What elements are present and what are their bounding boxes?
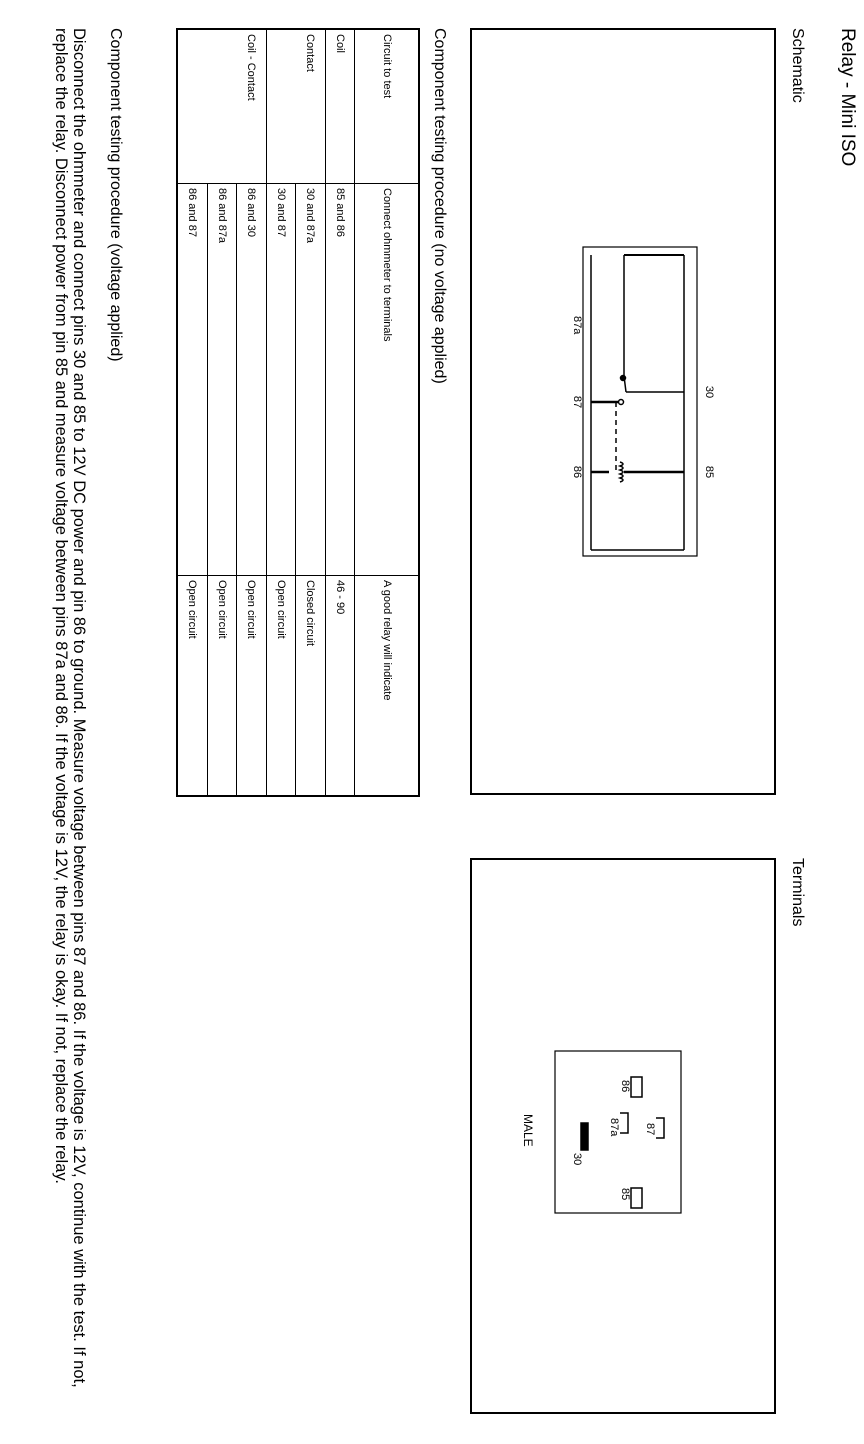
table-row xyxy=(296,29,326,796)
row-terminals: 30 and 87 xyxy=(266,184,296,576)
row-terminals: 86 and 87a xyxy=(207,184,237,576)
schematic-frame xyxy=(470,28,776,795)
row-result: Closed circuit xyxy=(296,576,326,797)
terminal-label-87a: 87a xyxy=(608,1118,620,1137)
terminal-87a xyxy=(620,1113,628,1133)
terminals-frame xyxy=(470,858,776,1414)
row-terminals: 86 and 87 xyxy=(177,184,207,576)
schematic-pin-87a: 87a xyxy=(571,316,583,335)
row-result: 46 - 90 xyxy=(325,576,355,797)
terminal-label-85: 85 xyxy=(619,1188,631,1201)
switch-pivot xyxy=(621,376,626,381)
row-circuit xyxy=(177,29,207,184)
terminal-layout-diagram xyxy=(472,860,774,1412)
schematic-label: Schematic xyxy=(789,28,806,103)
header-result: A good relay will indicate xyxy=(355,576,419,797)
table-row xyxy=(237,29,267,796)
table-row xyxy=(266,29,296,796)
row-terminals: 86 and 30 xyxy=(237,184,267,576)
row-result: Open circuit xyxy=(266,576,296,797)
terminal-85 xyxy=(631,1188,642,1208)
row-result: Open circuit xyxy=(177,576,207,797)
contact-87 xyxy=(619,400,624,405)
table-row xyxy=(325,29,355,796)
row-result: Open circuit xyxy=(207,576,237,797)
terminal-label-30: 30 xyxy=(571,1153,583,1166)
voltage-procedure-text: Disconnect the ohmmeter and connect pins 30 and 85 to 12V DC power and pin 86 to ground. Measure voltage between pins 87 and 86. If the voltage is 12V, continue with the test. If not, replace the relay. Disconnect power from pin 85 and measure voltage between pins 87a and 86. If the voltage is 12V, the relay is okay. If not, replace the relay. xyxy=(52,28,88,1388)
schematic-pin-86: 86 xyxy=(571,465,583,479)
terminal-label-86: 86 xyxy=(619,1080,631,1093)
table-heading: Component testing procedure (no voltage applied) xyxy=(431,28,448,384)
component-test-table xyxy=(176,28,420,797)
table-row xyxy=(177,29,207,796)
row-circuit: Contact xyxy=(304,34,317,72)
schematic-pin-87: 87 xyxy=(571,395,583,409)
row-circuit: Coil - Contact xyxy=(245,34,258,101)
row-circuit: Coil xyxy=(325,29,355,184)
terminal-87 xyxy=(656,1118,664,1138)
row-circuit xyxy=(207,29,237,184)
table-header-row xyxy=(355,29,419,796)
row-terminals: 85 and 86 xyxy=(325,184,355,576)
coil-symbol xyxy=(620,462,623,482)
terminal-86 xyxy=(631,1077,642,1097)
header-circuit: Circuit to test xyxy=(355,29,419,184)
connector-gender-label: MALE xyxy=(521,1114,535,1147)
page-title: Relay - Mini ISO xyxy=(837,28,858,167)
header-terminals: Connect ohmmeter to terminals xyxy=(355,184,419,576)
row-result: Open circuit xyxy=(237,576,267,797)
schematic-pin-30: 30 xyxy=(703,385,715,399)
terminal-label-87: 87 xyxy=(644,1123,656,1136)
schematic-pin-85: 85 xyxy=(703,465,715,479)
relay-schematic-diagram xyxy=(472,30,774,793)
terminal-30 xyxy=(581,1123,588,1150)
table-row xyxy=(207,29,237,796)
voltage-procedure-heading: Component testing procedure (voltage applied) xyxy=(107,28,124,362)
terminals-label: Terminals xyxy=(789,858,806,927)
row-circuit xyxy=(266,29,296,184)
row-terminals: 30 and 87a xyxy=(296,184,326,576)
